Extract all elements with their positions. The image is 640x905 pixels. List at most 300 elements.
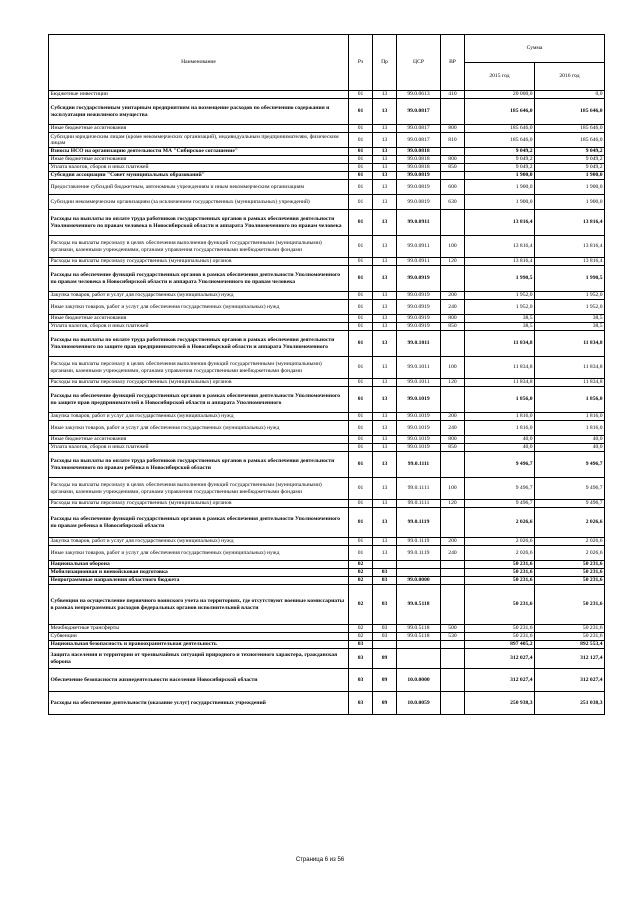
cell-pr: 13 <box>373 323 397 331</box>
cell-csr: 99.0.1011 <box>397 357 441 379</box>
table-row <box>49 436 605 444</box>
cell-sum-2016: 1 856,0 <box>535 387 605 413</box>
cell-sum-2015: 185 646,0 <box>465 125 535 133</box>
cell-sum-2015: 1 816,0 <box>465 413 535 421</box>
cell-name: Защита населения и территории от чрезвычайных ситуаций природного и техногенного характера, гражданская оборона <box>49 649 349 669</box>
cell-sum-2015: 9 049,2 <box>465 164 535 172</box>
cell-csr: 99.0.0817 <box>397 125 441 133</box>
cell-rz: 01 <box>349 292 373 300</box>
table-row <box>49 500 605 508</box>
cell-name: Иные бюджетные ассигнования <box>49 156 349 164</box>
cell-pr: 03 <box>373 569 397 577</box>
cell-name: Расходы на выплаты персоналу государственных (муниципальных) органов <box>49 258 349 266</box>
table-row <box>49 315 605 323</box>
cell-sum-2016: 50 231,6 <box>535 577 605 585</box>
cell-sum-2016: 50 231,6 <box>535 561 605 569</box>
cell-vr: 600 <box>441 180 465 195</box>
table-row <box>49 331 605 357</box>
header-year-2016: 2016 год <box>535 63 605 91</box>
cell-sum-2015: 38,5 <box>465 315 535 323</box>
cell-name: Расходы на обеспечение функций государственных органов в рамках обеспечения деятельности Уполномоченного по правам человека в Новосибирской области и аппарата Уполномоченного по правам человека <box>49 266 349 292</box>
cell-name: Бюджетные инвестиции <box>49 91 349 99</box>
cell-sum-2016: 892 553,4 <box>535 641 605 649</box>
cell-csr: 99.0.1119 <box>397 538 441 546</box>
cell-pr: 13 <box>373 91 397 99</box>
cell-rz: 02 <box>349 585 373 625</box>
cell-name: Мобилизационная и вневойсковая подготовка <box>49 569 349 577</box>
cell-pr: 13 <box>373 258 397 266</box>
cell-pr: 13 <box>373 236 397 258</box>
cell-vr <box>441 692 465 715</box>
cell-name: Расходы на обеспечение деятельности (оказание услуг) государственных учреждений <box>49 692 349 715</box>
cell-pr: 03 <box>373 577 397 585</box>
cell-vr: 850 <box>441 164 465 172</box>
cell-pr: 13 <box>373 300 397 315</box>
cell-csr: 99.0.0818 <box>397 164 441 172</box>
cell-name: Расходы на обеспечение функций государственных органов в рамках обеспечения деятельности Уполномоченного по правам ребенка в Новосибирской области <box>49 508 349 538</box>
cell-sum-2016: 251 038,3 <box>535 692 605 715</box>
table-row <box>49 156 605 164</box>
table-row <box>49 538 605 546</box>
table-row <box>49 546 605 561</box>
cell-pr: 13 <box>373 164 397 172</box>
cell-pr: 13 <box>373 452 397 478</box>
cell-rz: 01 <box>349 258 373 266</box>
cell-sum-2015: 38,5 <box>465 323 535 331</box>
cell-name: Уплата налогов, сборов и иных платежей <box>49 164 349 172</box>
budget-table <box>48 34 605 715</box>
cell-name: Взносы НСО на организацию деятельности МА "Сибирское соглашение" <box>49 148 349 156</box>
cell-sum-2016: 13 816,4 <box>535 258 605 266</box>
cell-pr: 13 <box>373 546 397 561</box>
cell-name: Субсидии юридическим лицам (кроме некоммерческих организаций), индивидуальным предпринимателям, физическим лицам <box>49 133 349 148</box>
cell-rz: 01 <box>349 444 373 452</box>
cell-sum-2015: 185 646,0 <box>465 99 535 125</box>
cell-csr: 99.0.0919 <box>397 300 441 315</box>
table-row <box>49 379 605 387</box>
cell-vr: 120 <box>441 500 465 508</box>
cell-sum-2016: 50 231,6 <box>535 585 605 625</box>
table-row <box>49 669 605 692</box>
cell-csr <box>397 649 441 669</box>
cell-vr <box>441 641 465 649</box>
table-row <box>49 164 605 172</box>
table-row <box>49 478 605 500</box>
table-row <box>49 323 605 331</box>
cell-pr: 13 <box>373 379 397 387</box>
cell-csr: 99.0.5118 <box>397 585 441 625</box>
cell-name: Национальная оборона <box>49 561 349 569</box>
cell-pr: 13 <box>373 436 397 444</box>
cell-sum-2015: 13 816,4 <box>465 236 535 258</box>
cell-pr: 13 <box>373 180 397 195</box>
table-row <box>49 210 605 236</box>
cell-rz: 01 <box>349 210 373 236</box>
cell-csr: 99.0.1111 <box>397 478 441 500</box>
header-year-2015: 2015 год <box>465 63 535 91</box>
cell-sum-2016: 50 231,6 <box>535 633 605 641</box>
cell-csr: 99.0.0817 <box>397 99 441 125</box>
cell-pr <box>373 641 397 649</box>
cell-vr <box>441 172 465 180</box>
cell-rz: 02 <box>349 633 373 641</box>
cell-rz: 01 <box>349 379 373 387</box>
cell-name: Расходы на выплаты персоналу государственных (муниципальных) органов <box>49 500 349 508</box>
cell-pr: 13 <box>373 99 397 125</box>
cell-name: Иные бюджетные ассигнования <box>49 436 349 444</box>
cell-rz: 01 <box>349 452 373 478</box>
cell-rz: 01 <box>349 125 373 133</box>
cell-pr: 13 <box>373 148 397 156</box>
cell-vr: 120 <box>441 379 465 387</box>
cell-pr: 13 <box>373 210 397 236</box>
cell-vr: 810 <box>441 133 465 148</box>
cell-pr: 09 <box>373 649 397 669</box>
cell-pr: 13 <box>373 413 397 421</box>
cell-vr: 100 <box>441 357 465 379</box>
cell-rz: 01 <box>349 99 373 125</box>
cell-pr: 13 <box>373 266 397 292</box>
cell-sum-2015: 11 834,8 <box>465 379 535 387</box>
cell-sum-2016: 0,0 <box>535 91 605 99</box>
cell-sum-2016: 13 816,4 <box>535 210 605 236</box>
cell-sum-2016: 2 026,6 <box>535 538 605 546</box>
cell-sum-2016: 9 496,7 <box>535 500 605 508</box>
cell-rz: 03 <box>349 692 373 715</box>
cell-name: Закупка товаров, работ и услуг для государственных (муниципальных) нужд <box>49 292 349 300</box>
cell-rz: 01 <box>349 133 373 148</box>
cell-name: Межбюджетные трансферты <box>49 625 349 633</box>
cell-sum-2015: 50 231,6 <box>465 569 535 577</box>
cell-vr: 500 <box>441 625 465 633</box>
cell-vr: 850 <box>441 444 465 452</box>
cell-rz: 01 <box>349 387 373 413</box>
cell-rz: 03 <box>349 649 373 669</box>
cell-csr: 99.0.0919 <box>397 266 441 292</box>
cell-vr <box>441 452 465 478</box>
cell-rz: 01 <box>349 236 373 258</box>
cell-sum-2016: 9 496,7 <box>535 478 605 500</box>
cell-sum-2015: 50 231,6 <box>465 625 535 633</box>
cell-vr <box>441 669 465 692</box>
cell-sum-2016: 11 834,8 <box>535 379 605 387</box>
cell-sum-2015: 50 231,6 <box>465 585 535 625</box>
cell-pr: 13 <box>373 444 397 452</box>
cell-name: Субсидия ассоциации "Совет муниципальных образований" <box>49 172 349 180</box>
cell-pr: 13 <box>373 172 397 180</box>
cell-csr: 99.0.1111 <box>397 500 441 508</box>
cell-vr: 800 <box>441 156 465 164</box>
table-row <box>49 625 605 633</box>
cell-csr: 99.0.0919 <box>397 292 441 300</box>
cell-sum-2016: 312 127,4 <box>535 649 605 669</box>
table-row <box>49 569 605 577</box>
cell-csr: 99.0.5118 <box>397 633 441 641</box>
cell-name: Иные бюджетные ассигнования <box>49 125 349 133</box>
cell-name: Субвенции <box>49 633 349 641</box>
table-row <box>49 649 605 669</box>
cell-sum-2015: 11 834,8 <box>465 357 535 379</box>
cell-name: Субвенции на осуществление первичного воинского учета на территориях, где отсутствуют военные комиссариаты в рамках непрограммных расходов федеральных органов исполнительной власти <box>49 585 349 625</box>
cell-sum-2016: 1 990,5 <box>535 266 605 292</box>
table-row <box>49 172 605 180</box>
cell-csr: 99.0.0817 <box>397 133 441 148</box>
cell-rz: 01 <box>349 315 373 323</box>
cell-name: Непрограммные направления областного бюджета <box>49 577 349 585</box>
cell-csr: 99.0.0819 <box>397 172 441 180</box>
cell-sum-2015: 1 990,5 <box>465 266 535 292</box>
cell-rz: 01 <box>349 91 373 99</box>
table-row <box>49 692 605 715</box>
cell-pr: 13 <box>373 357 397 379</box>
cell-vr: 240 <box>441 421 465 436</box>
cell-name: Уплата налогов, сборов и иных платежей <box>49 444 349 452</box>
table-row <box>49 452 605 478</box>
cell-sum-2016: 9 049,2 <box>535 164 605 172</box>
cell-vr <box>441 569 465 577</box>
cell-csr: 99.0.0818 <box>397 156 441 164</box>
cell-sum-2016: 11 834,8 <box>535 357 605 379</box>
cell-vr <box>441 387 465 413</box>
cell-sum-2015: 1 952,0 <box>465 300 535 315</box>
cell-rz: 01 <box>349 323 373 331</box>
cell-sum-2015: 2 026,6 <box>465 546 535 561</box>
cell-rz: 01 <box>349 478 373 500</box>
cell-name: Субсидии некоммерческим организациям (за исключением государственных (муниципальных) учреждений) <box>49 195 349 210</box>
cell-csr: 99.0.1011 <box>397 379 441 387</box>
cell-sum-2016: 312 027,4 <box>535 669 605 692</box>
table-row <box>49 561 605 569</box>
table-row <box>49 421 605 436</box>
cell-name: Иные бюджетные ассигнования <box>49 315 349 323</box>
cell-name: Иные закупки товаров, работ и услуг для обеспечения государственных (муниципальных) нужд <box>49 300 349 315</box>
cell-sum-2015: 1 816,0 <box>465 421 535 436</box>
cell-csr: 99.0.1011 <box>397 331 441 357</box>
cell-rz: 03 <box>349 669 373 692</box>
table-body <box>49 91 605 715</box>
cell-sum-2016: 1 816,0 <box>535 421 605 436</box>
cell-csr: 99.0.0819 <box>397 180 441 195</box>
cell-rz: 01 <box>349 300 373 315</box>
cell-csr: 99.0.1019 <box>397 413 441 421</box>
cell-vr: 200 <box>441 538 465 546</box>
cell-pr: 13 <box>373 387 397 413</box>
cell-name: Расходы на выплаты персоналу в целях обеспечения выполнения функций государственными (муниципальными) органами, казенными учреждениями, органами управления государственными внебюджетными фондами <box>49 236 349 258</box>
cell-name: Расходы на выплаты по оплате труда работников государственных органов в рамках обеспечения деятельности Уполномоченного по правам человека в Новосибирской области и аппарата Уполномоченного по правам человека <box>49 210 349 236</box>
header-vr: ВР <box>441 35 465 91</box>
cell-name: Расходы на выплаты персоналу в целях обеспечения выполнения функций государственными (муниципальными) органами, казенными учреждениями, органами управления государственными внебюджетными фондами <box>49 357 349 379</box>
cell-csr <box>397 569 441 577</box>
cell-csr: 99.0.0919 <box>397 315 441 323</box>
cell-sum-2016: 1 900,0 <box>535 180 605 195</box>
cell-sum-2015: 1 900,0 <box>465 180 535 195</box>
cell-name: Расходы на выплаты по оплате труда работников государственных органов в рамках обеспечения деятельности Уполномоченного по защите прав предпринимателей в Новосибирской области и аппарата Уполномоченного <box>49 331 349 357</box>
table-row <box>49 258 605 266</box>
cell-sum-2016: 11 834,8 <box>535 331 605 357</box>
cell-vr: 200 <box>441 413 465 421</box>
cell-rz: 01 <box>349 164 373 172</box>
cell-vr: 240 <box>441 546 465 561</box>
cell-sum-2015: 50 231,6 <box>465 633 535 641</box>
cell-sum-2016: 9 049,2 <box>535 156 605 164</box>
cell-name: Закупка товаров, работ и услуг для государственных (муниципальных) нужд <box>49 538 349 546</box>
cell-vr <box>441 210 465 236</box>
cell-csr: 99.0.1119 <box>397 508 441 538</box>
cell-pr: 13 <box>373 315 397 323</box>
cell-rz: 02 <box>349 569 373 577</box>
cell-csr: 99.0.1019 <box>397 444 441 452</box>
table-row <box>49 641 605 649</box>
cell-vr <box>441 99 465 125</box>
table-row <box>49 413 605 421</box>
cell-sum-2015: 185 646,0 <box>465 133 535 148</box>
cell-sum-2016: 38,5 <box>535 315 605 323</box>
cell-vr <box>441 266 465 292</box>
cell-pr: 13 <box>373 292 397 300</box>
cell-sum-2015: 9 496,7 <box>465 478 535 500</box>
cell-csr: 99.0.0911 <box>397 210 441 236</box>
cell-rz: 01 <box>349 266 373 292</box>
cell-vr: 630 <box>441 195 465 210</box>
cell-sum-2015: 1 900,0 <box>465 172 535 180</box>
cell-sum-2016: 185 646,0 <box>535 99 605 125</box>
cell-sum-2015: 20 000,0 <box>465 91 535 99</box>
table-row <box>49 195 605 210</box>
cell-vr: 240 <box>441 300 465 315</box>
cell-sum-2015: 11 834,8 <box>465 331 535 357</box>
cell-vr <box>441 585 465 625</box>
cell-pr: 13 <box>373 125 397 133</box>
table-row <box>49 633 605 641</box>
cell-sum-2015: 13 816,4 <box>465 258 535 266</box>
cell-csr: 99.0.1019 <box>397 421 441 436</box>
page-number: Страница 6 из 56 <box>295 857 345 863</box>
header-sum: Сумма <box>465 35 605 63</box>
cell-sum-2015: 50 231,6 <box>465 577 535 585</box>
cell-rz: 01 <box>349 413 373 421</box>
cell-rz: 01 <box>349 538 373 546</box>
cell-vr: 100 <box>441 236 465 258</box>
cell-csr: 10.0.0000 <box>397 669 441 692</box>
cell-rz: 02 <box>349 577 373 585</box>
cell-rz: 01 <box>349 546 373 561</box>
cell-sum-2016: 185 646,0 <box>535 133 605 148</box>
header-csr: ЦСР <box>397 35 441 91</box>
cell-sum-2016: 9 496,7 <box>535 452 605 478</box>
cell-sum-2016: 2 026,6 <box>535 546 605 561</box>
cell-sum-2016: 13 816,4 <box>535 236 605 258</box>
cell-csr: 99.0.0819 <box>397 195 441 210</box>
cell-name: Уплата налогов, сборов и иных платежей <box>49 323 349 331</box>
table-row <box>49 585 605 625</box>
cell-pr: 13 <box>373 133 397 148</box>
cell-sum-2015: 9 496,7 <box>465 500 535 508</box>
cell-name: Расходы на выплаты персоналу в целях обеспечения выполнения функций государственными (муниципальными) органами, казенными учреждениями, органами управления государственными внебюджетными фондами <box>49 478 349 500</box>
cell-vr: 850 <box>441 323 465 331</box>
cell-csr: 99.0.0818 <box>397 148 441 156</box>
cell-rz: 01 <box>349 436 373 444</box>
cell-pr <box>373 561 397 569</box>
cell-vr: 530 <box>441 633 465 641</box>
cell-csr: 99.0.0000 <box>397 577 441 585</box>
cell-sum-2015: 1 856,0 <box>465 387 535 413</box>
cell-rz: 01 <box>349 500 373 508</box>
cell-vr <box>441 561 465 569</box>
cell-rz: 01 <box>349 508 373 538</box>
cell-sum-2015: 50 231,6 <box>465 561 535 569</box>
cell-rz: 01 <box>349 172 373 180</box>
table-row <box>49 266 605 292</box>
table-row <box>49 148 605 156</box>
cell-name: Национальная безопасность и правоохранительная деятельность <box>49 641 349 649</box>
cell-sum-2016: 185 646,0 <box>535 125 605 133</box>
cell-vr <box>441 148 465 156</box>
cell-csr: 99.0.0911 <box>397 258 441 266</box>
cell-pr: 09 <box>373 669 397 692</box>
table-row <box>49 99 605 125</box>
cell-csr: 99.0.1019 <box>397 387 441 413</box>
cell-name: Закупка товаров, работ и услуг для государственных (муниципальных) нужд <box>49 413 349 421</box>
cell-vr <box>441 331 465 357</box>
cell-vr: 200 <box>441 292 465 300</box>
cell-csr <box>397 641 441 649</box>
cell-csr: 99.0.1111 <box>397 452 441 478</box>
cell-pr: 03 <box>373 625 397 633</box>
cell-sum-2015: 2 026,6 <box>465 508 535 538</box>
cell-sum-2016: 1 952,0 <box>535 300 605 315</box>
table-row <box>49 387 605 413</box>
cell-pr: 13 <box>373 195 397 210</box>
cell-sum-2015: 2 026,6 <box>465 538 535 546</box>
cell-rz: 02 <box>349 625 373 633</box>
cell-rz: 01 <box>349 421 373 436</box>
cell-pr: 13 <box>373 331 397 357</box>
table-row <box>49 180 605 195</box>
cell-csr <box>397 561 441 569</box>
cell-name: Обеспечение безопасности жизнедеятельности населения Новосибирской области <box>49 669 349 692</box>
cell-rz: 02 <box>349 561 373 569</box>
table-row <box>49 577 605 585</box>
cell-pr: 13 <box>373 478 397 500</box>
cell-vr: 800 <box>441 315 465 323</box>
cell-rz: 01 <box>349 156 373 164</box>
cell-name: Иные закупки товаров, работ и услуг для обеспечения государственных (муниципальных) нужд <box>49 421 349 436</box>
cell-sum-2015: 897 405,2 <box>465 641 535 649</box>
cell-name: Расходы на обеспечение функций государственных органов в рамках обеспечения деятельности Уполномоченного по защите прав предпринимателей в Новосибирской области и аппарата Уполномоченного <box>49 387 349 413</box>
cell-name: Расходы на выплаты по оплате труда работников государственных органов в рамках обеспечения деятельности Уполномоченного по правам ребёнка в Новосибирской области <box>49 452 349 478</box>
cell-sum-2016: 50 231,6 <box>535 569 605 577</box>
cell-csr: 99.0.0911 <box>397 236 441 258</box>
cell-sum-2015: 9 049,2 <box>465 148 535 156</box>
table-row <box>49 91 605 99</box>
cell-pr: 13 <box>373 508 397 538</box>
cell-name: Иные закупки товаров, работ и услуг для обеспечения государственных (муниципальных) нужд <box>49 546 349 561</box>
cell-pr: 09 <box>373 692 397 715</box>
cell-vr: 120 <box>441 258 465 266</box>
cell-vr: 100 <box>441 478 465 500</box>
cell-name: Субсидии государственным унитарным предприятиям на возмещение расходов по обеспечению содержания и эксплуатации нежилимого имущества <box>49 99 349 125</box>
cell-rz: 01 <box>349 331 373 357</box>
cell-pr: 13 <box>373 421 397 436</box>
cell-rz: 03 <box>349 641 373 649</box>
table-row <box>49 508 605 538</box>
cell-pr: 13 <box>373 156 397 164</box>
cell-pr: 13 <box>373 538 397 546</box>
cell-sum-2016: 1 952,0 <box>535 292 605 300</box>
cell-sum-2015: 312 027,4 <box>465 669 535 692</box>
cell-sum-2016: 40,0 <box>535 444 605 452</box>
cell-sum-2015: 13 816,4 <box>465 210 535 236</box>
